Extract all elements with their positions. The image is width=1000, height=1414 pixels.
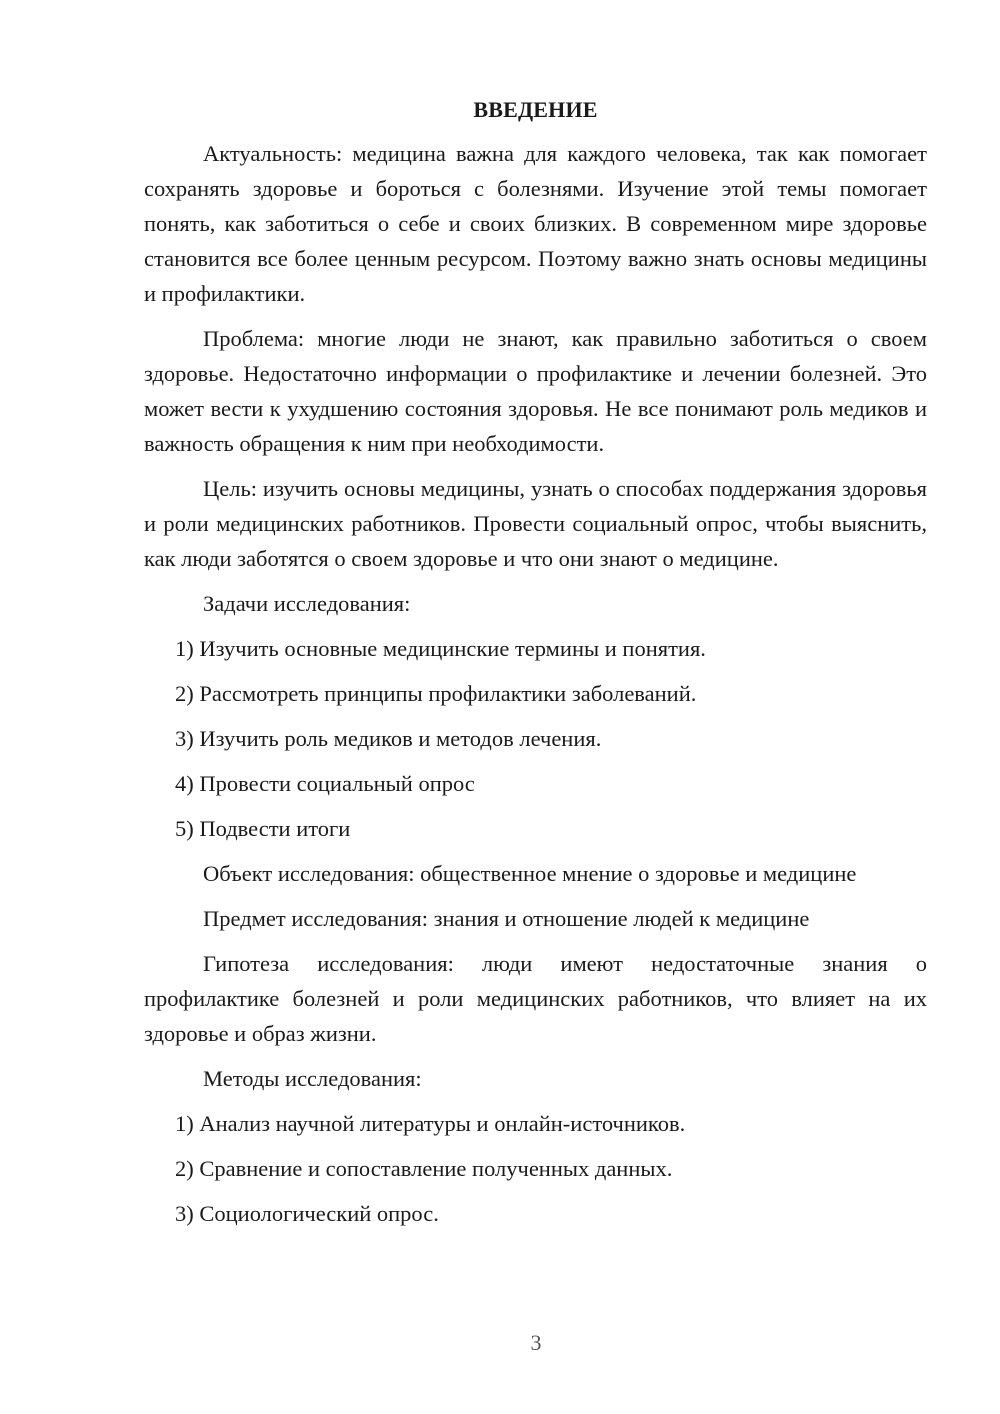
page-number: 3 <box>530 1330 542 1355</box>
document-page <box>144 92 927 1241</box>
method-item-2: 2) Сравнение и сопоставление полученных данных. <box>175 1156 673 1181</box>
problem-paragraph: Проблема: многие люди не знают, как правильно заботиться о своем здоровье. Недостаточно информации о профилактике и лечении болезней. Это может вести к ухудшению состояния здоровья. Не все понимают роль медиков и важность обращения к ним при необходимости. <box>144 326 927 456</box>
tasks-heading: Задачи исследования: <box>203 591 411 616</box>
task-item-3: 3) Изучить роль медиков и методов лечения. <box>175 726 602 751</box>
hypothesis-paragraph: Гипотеза исследования: люди имеют недостаточные знания о профилактике болезней и роли медицинских работников, что влияет на их здоровье и образ жизни. <box>144 951 927 1046</box>
task-item-4: 4) Провести социальный опрос <box>175 771 475 796</box>
method-item-1: 1) Анализ научной литературы и онлайн-источников. <box>175 1111 686 1136</box>
task-item-5: 5) Подвести итоги <box>175 816 351 841</box>
methods-heading: Методы исследования: <box>203 1066 422 1091</box>
section-title: ВВЕДЕНИЕ <box>473 97 598 122</box>
task-item-2: 2) Рассмотреть принципы профилактики заболеваний. <box>175 681 697 706</box>
goal-paragraph: Цель: изучить основы медицины, узнать о способах поддержания здоровья и роли медицинских работников. Провести социальный опрос, чтобы выяснить, как люди заботятся о своем здоровье и что они знают о медицине. <box>144 476 927 571</box>
relevance-paragraph: Актуальность: медицина важна для каждого человека, так как помогает сохранять здоровье и бороться с болезнями. Изучение этой темы помогает понять, как заботиться о себе и своих близких. В современном мире здоровье становится все более ценным ресурсом. Поэтому важно знать основы медицины и профилактики. <box>144 141 927 306</box>
task-item-1: 1) Изучить основные медицинские термины и понятия. <box>175 636 706 661</box>
method-item-3: 3) Социологический опрос. <box>175 1201 439 1226</box>
object-line: Объект исследования: общественное мнение о здоровье и медицине <box>203 861 857 886</box>
subject-line: Предмет исследования: знания и отношение людей к медицине <box>203 906 810 931</box>
